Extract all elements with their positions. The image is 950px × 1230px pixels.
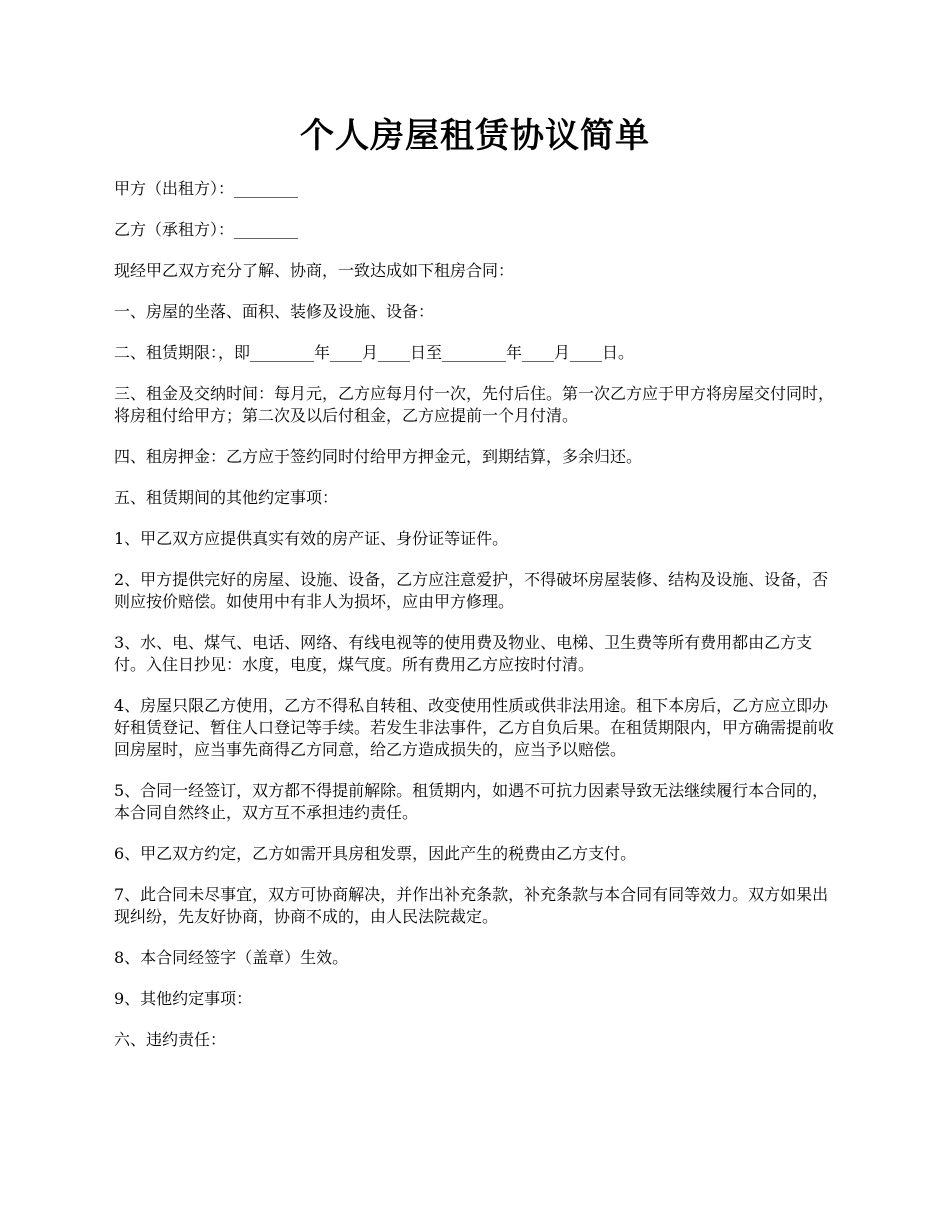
document-title: 个人房屋租赁协议简单 xyxy=(300,116,650,156)
paragraph-section-5: 五、租赁期间的其他约定事项： xyxy=(114,488,339,507)
paragraph-item-5: 5、合同一经签订，双方都不得提前解除。租赁期内，如遇不可抗力因素导致无法继续履行本合同的，本合同自然终止，双方互不承担违约责任。 xyxy=(114,781,829,822)
paragraph-item-7: 7、此合同未尽事宜，双方可协商解决，并作出补充条款，补充条款与本合同有同等效力。双方如果出现纠纷，先友好协商，协商不成的，由人民法院裁定。 xyxy=(114,885,829,926)
paragraph-party-a: 甲方（出租方）：________ xyxy=(114,179,299,198)
paragraph-section-2: 二、租赁期限：，即________年____月____日至________年____月____日。 xyxy=(114,343,635,362)
paragraph-section-4: 四、租房押金：乙方应于签约同时付给甲方押金元，到期结算，多余归还。 xyxy=(114,447,643,466)
paragraph-item-8: 8、本合同经签字（盖章）生效。 xyxy=(114,948,349,967)
paragraph-item-2: 2、甲方提供完好的房屋、设施、设备，乙方应注意爱护，不得破坏房屋装修、结构及设施、设备，否则应按价赔偿。如使用中有非人为损坏，应由甲方修理。 xyxy=(114,570,829,611)
paragraph-party-b: 乙方（承租方）：________ xyxy=(114,220,299,239)
paragraph-item-3: 3、水、电、煤气、电话、网络、有线电视等的使用费及物业、电梯、卫生费等所有费用都由乙方支付。入住日抄见：水度，电度，煤气度。所有费用乙方应按时付清。 xyxy=(114,633,813,674)
paragraph-item-1: 1、甲乙双方应提供真实有效的房产证、身份证等证件。 xyxy=(114,529,509,548)
paragraph-item-9: 9、其他约定事项： xyxy=(114,989,253,1008)
paragraph-section-3: 三、租金及交纳时间：每月元，乙方应每月付一次，先付后住。第一次乙方应于甲方将房屋交付同时，将房租付给甲方；第二次及以后付租金，乙方应提前一个月付清。 xyxy=(114,384,835,425)
paragraph-item-4: 4、房屋只限乙方使用，乙方不得私自转租、改变使用性质或供非法用途。租下本房后，乙方应立即办好租赁登记、暂住人口登记等手续。若发生非法事件，乙方自负后果。在租赁期限内，甲方确需提前收回房屋时，应当事先商得乙方同意，给乙方造成损失的，应当予以赔偿。 xyxy=(114,696,835,759)
document-body xyxy=(114,178,844,1070)
paragraph-section-1: 一、房屋的坐落、面积、装修及设施、设备： xyxy=(114,302,435,321)
paragraph-preamble: 现经甲乙双方充分了解、协商，一致达成如下租房合同： xyxy=(114,261,515,280)
paragraph-section-6: 六、违约责任： xyxy=(114,1030,227,1049)
paragraph-item-6: 6、甲乙双方约定，乙方如需开具房租发票，因此产生的税费由乙方支付。 xyxy=(114,844,637,863)
